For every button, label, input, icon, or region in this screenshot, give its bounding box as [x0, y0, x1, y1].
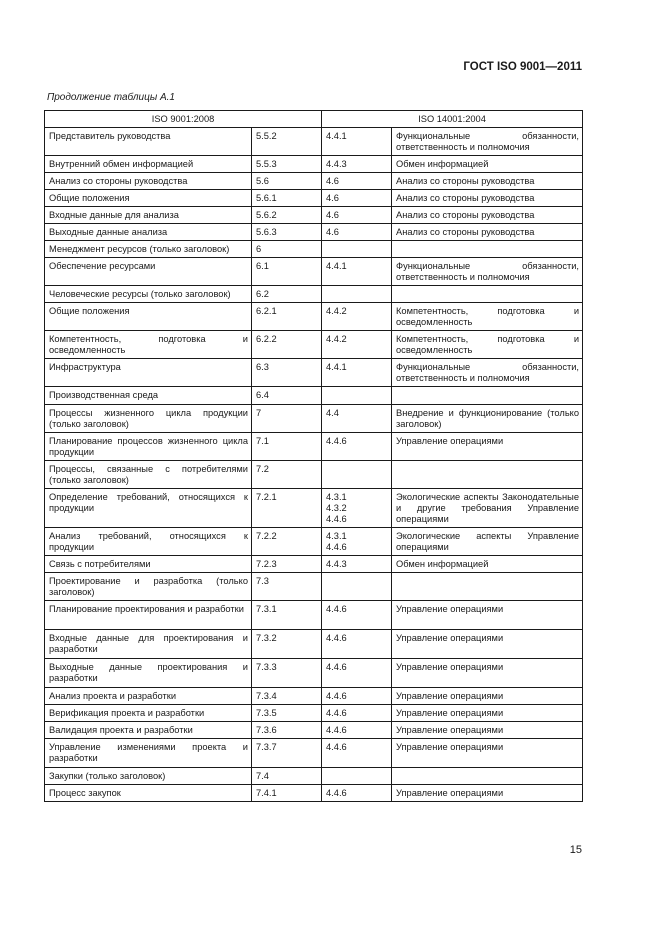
iso-9001-requirement: Процессы жизненного цикла продукции (только заголовок) [45, 405, 252, 433]
iso-9001-clause: 7.3 [252, 573, 322, 601]
iso-9001-clause: 5.6.3 [252, 224, 322, 241]
iso-14001-clause: 4.6 [322, 207, 392, 224]
iso-9001-clause: 7.3.7 [252, 739, 322, 768]
iso-9001-clause: 7.2.2 [252, 528, 322, 556]
iso-9001-requirement: Представитель руководства [45, 128, 252, 156]
iso-14001-clause: 4.4.6 [322, 705, 392, 722]
iso-9001-requirement: Входные данные для проектирования и разработки [45, 630, 252, 659]
iso-14001-clause: 4.6 [322, 173, 392, 190]
iso-14001-clause [322, 573, 392, 601]
iso-9001-requirement: Закупки (только заголовок) [45, 768, 252, 785]
iso-14001-clause [322, 241, 392, 258]
table-row [45, 630, 583, 659]
iso-14001-requirement [392, 461, 583, 489]
iso-14001-requirement: Управление операциями [392, 601, 583, 630]
iso-9001-clause: 7.4.1 [252, 785, 322, 802]
iso-14001-requirement: Компетентность, подготовка и осведомленность [392, 303, 583, 331]
table-row [45, 528, 583, 556]
iso-9001-requirement: Входные данные для анализа [45, 207, 252, 224]
table-row [45, 573, 583, 601]
table-row [45, 688, 583, 705]
iso-14001-clause: 4.4.2 [322, 303, 392, 331]
iso-14001-clause: 4.4.3 [322, 556, 392, 573]
table-row [45, 207, 583, 224]
table-row [45, 405, 583, 433]
iso-14001-clause [322, 286, 392, 303]
iso-9001-clause: 7.2.3 [252, 556, 322, 573]
iso-9001-requirement: Производственная среда [45, 387, 252, 405]
table-row [45, 241, 583, 258]
iso-9001-clause: 5.5.3 [252, 156, 322, 173]
iso-9001-clause: 7.3.2 [252, 630, 322, 659]
header-iso-9001: ISO 9001:2008 [45, 111, 322, 128]
iso-9001-clause: 7.4 [252, 768, 322, 785]
iso-9001-clause: 7.1 [252, 433, 322, 461]
iso-14001-clause: 4.4.6 [322, 785, 392, 802]
iso-14001-clause: 4.4.1 [322, 128, 392, 156]
iso-14001-requirement: Компетентность, подготовка и осведомленность [392, 331, 583, 359]
iso-14001-clause [322, 387, 392, 405]
table-row [45, 433, 583, 461]
table-row [45, 128, 583, 156]
iso-9001-clause: 6.2 [252, 286, 322, 303]
iso-9001-requirement: Внутренний обмен информацией [45, 156, 252, 173]
iso-9001-clause: 7 [252, 405, 322, 433]
table-row [45, 190, 583, 207]
table-header-row [45, 111, 583, 128]
table-row [45, 224, 583, 241]
iso-9001-clause: 6.3 [252, 359, 322, 387]
iso-14001-requirement: Анализ со стороны руководства [392, 173, 583, 190]
table-row [45, 303, 583, 331]
iso-9001-clause: 6.1 [252, 258, 322, 286]
table-row [45, 331, 583, 359]
iso-9001-requirement: Связь с потребителями [45, 556, 252, 573]
table-row [45, 722, 583, 739]
table-row [45, 739, 583, 768]
iso-14001-requirement: Управление операциями [392, 722, 583, 739]
iso-14001-clause: 4.4 [322, 405, 392, 433]
iso-9001-requirement: Проектирование и разработка (только заголовок) [45, 573, 252, 601]
iso-9001-clause: 7.3.4 [252, 688, 322, 705]
iso-14001-clause: 4.4.3 [322, 156, 392, 173]
iso-9001-requirement: Верификация проекта и разработки [45, 705, 252, 722]
iso-14001-requirement: Анализ со стороны руководства [392, 224, 583, 241]
iso-14001-requirement: Обмен информацией [392, 556, 583, 573]
table-row [45, 659, 583, 688]
iso-9001-requirement: Процессы, связанные с потребителями (только заголовок) [45, 461, 252, 489]
iso-9001-requirement: Определение требований, относящихся к продукции [45, 489, 252, 528]
iso-9001-requirement: Управление изменениями проекта и разработки [45, 739, 252, 768]
iso-9001-requirement: Процесс закупок [45, 785, 252, 802]
iso-14001-clause [322, 461, 392, 489]
iso-14001-requirement [392, 768, 583, 785]
iso-14001-clause: 4.4.6 [322, 433, 392, 461]
iso-9001-requirement: Анализ проекта и разработки [45, 688, 252, 705]
iso-14001-requirement: Экологические аспекты Законодательные и другие требования Управление операциями [392, 489, 583, 528]
iso-14001-clause: 4.3.1 4.4.6 [322, 528, 392, 556]
iso-14001-requirement: Управление операциями [392, 688, 583, 705]
iso-14001-requirement: Анализ со стороны руководства [392, 190, 583, 207]
iso-14001-requirement [392, 241, 583, 258]
iso-14001-requirement [392, 286, 583, 303]
table-body [45, 128, 583, 802]
table-row [45, 359, 583, 387]
page-number: 15 [569, 844, 582, 856]
iso-14001-requirement: Управление операциями [392, 659, 583, 688]
table-row [45, 286, 583, 303]
iso-9001-clause: 5.6 [252, 173, 322, 190]
iso-9001-requirement: Инфраструктура [45, 359, 252, 387]
iso-9001-clause: 6.2.1 [252, 303, 322, 331]
iso-14001-requirement: Управление операциями [392, 433, 583, 461]
table-caption: Продолжение таблицы А.1 [47, 92, 175, 103]
iso-9001-clause: 6.2.2 [252, 331, 322, 359]
table-row [45, 705, 583, 722]
iso-14001-clause: 4.3.1 4.3.2 4.4.6 [322, 489, 392, 528]
iso-9001-requirement: Обеспечение ресурсами [45, 258, 252, 286]
iso-14001-clause: 4.4.2 [322, 331, 392, 359]
iso-14001-clause: 4.4.6 [322, 659, 392, 688]
table-row [45, 785, 583, 802]
table-row [45, 156, 583, 173]
iso-9001-requirement: Компетентность, подготовка и осведомленность [45, 331, 252, 359]
iso-9001-requirement: Анализ требований, относящихся к продукции [45, 528, 252, 556]
iso-14001-requirement: Функциональные обязанности, ответственность и полномочия [392, 128, 583, 156]
iso-9001-requirement: Выходные данные проектирования и разработки [45, 659, 252, 688]
iso-14001-clause: 4.4.6 [322, 688, 392, 705]
iso-14001-clause: 4.4.6 [322, 739, 392, 768]
iso-9001-clause: 7.2.1 [252, 489, 322, 528]
iso-14001-clause: 4.4.6 [322, 630, 392, 659]
iso-14001-requirement: Функциональные обязанности, ответственность и полномочия [392, 359, 583, 387]
iso-9001-clause: 5.6.2 [252, 207, 322, 224]
iso-9001-clause: 7.2 [252, 461, 322, 489]
iso-9001-clause: 7.3.1 [252, 601, 322, 630]
iso-9001-clause: 7.3.6 [252, 722, 322, 739]
iso-14001-requirement: Управление операциями [392, 785, 583, 802]
iso-9001-requirement: Выходные данные анализа [45, 224, 252, 241]
iso-9001-clause: 5.5.2 [252, 128, 322, 156]
table-row [45, 601, 583, 630]
table-row [45, 461, 583, 489]
iso-14001-requirement: Внедрение и функционирование (только заголовок) [392, 405, 583, 433]
iso-9001-requirement: Валидация проекта и разработки [45, 722, 252, 739]
iso-9001-requirement: Общие положения [45, 190, 252, 207]
iso-14001-requirement: Обмен информацией [392, 156, 583, 173]
iso-14001-clause: 4.6 [322, 224, 392, 241]
header-iso-14001: ISO 14001:2004 [322, 111, 583, 128]
iso-9001-clause: 7.3.3 [252, 659, 322, 688]
table-row [45, 173, 583, 190]
iso-14001-requirement: Анализ со стороны руководства [392, 207, 583, 224]
iso-14001-requirement: Экологические аспекты Управление операциями [392, 528, 583, 556]
iso-14001-clause [322, 768, 392, 785]
iso-14001-clause: 4.4.6 [322, 601, 392, 630]
table-row [45, 489, 583, 528]
iso-9001-clause: 6 [252, 241, 322, 258]
table-row [45, 387, 583, 405]
table-row [45, 258, 583, 286]
iso-9001-clause: 6.4 [252, 387, 322, 405]
iso-14001-requirement [392, 387, 583, 405]
iso-14001-requirement: Управление операциями [392, 630, 583, 659]
iso-14001-requirement: Управление операциями [392, 739, 583, 768]
iso-9001-requirement: Общие положения [45, 303, 252, 331]
iso-14001-clause: 4.6 [322, 190, 392, 207]
iso-14001-clause: 4.4.6 [322, 722, 392, 739]
iso-9001-clause: 5.6.1 [252, 190, 322, 207]
table-row [45, 556, 583, 573]
iso-9001-requirement: Планирование процессов жизненного цикла продукции [45, 433, 252, 461]
correspondence-table [44, 110, 583, 802]
iso-14001-requirement [392, 573, 583, 601]
iso-9001-requirement: Человеческие ресурсы (только заголовок) [45, 286, 252, 303]
iso-9001-requirement: Анализ со стороны руководства [45, 173, 252, 190]
iso-14001-clause: 4.4.1 [322, 258, 392, 286]
iso-14001-clause: 4.4.1 [322, 359, 392, 387]
iso-9001-clause: 7.3.5 [252, 705, 322, 722]
iso-9001-requirement: Менеджмент ресурсов (только заголовок) [45, 241, 252, 258]
iso-14001-requirement: Управление операциями [392, 705, 583, 722]
table-row [45, 768, 583, 785]
iso-9001-requirement: Планирование проектирования и разработки [45, 601, 252, 630]
iso-14001-requirement: Функциональные обязанности, ответственность и полномочия [392, 258, 583, 286]
document-code: ГОСТ ISO 9001—2011 [463, 61, 582, 73]
